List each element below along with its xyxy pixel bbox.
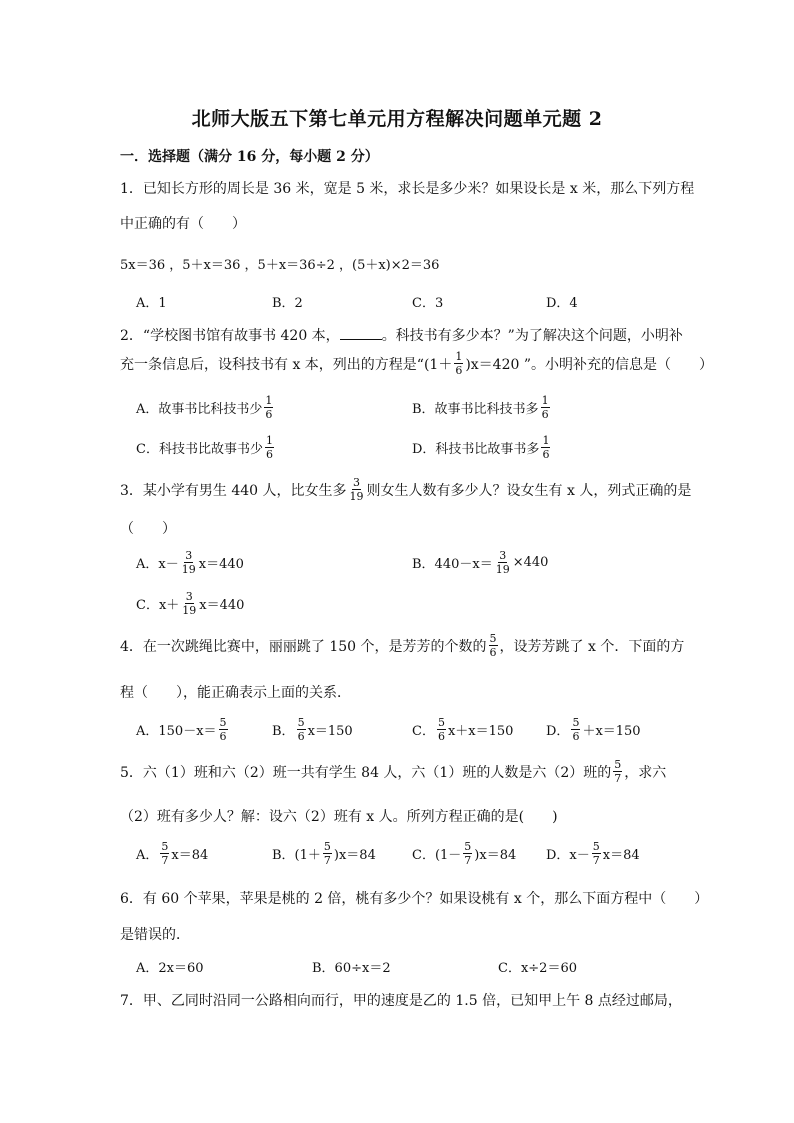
q1-option-c[interactable]: C．3 [412, 296, 444, 311]
q4-line1: 4．在一次跳绳比赛中，丽丽跳了 150 个，是芳芳的个数的 $\frac{5}{6}$ ，设芳芳跳了 x 个．下面的方 [120, 632, 685, 659]
q5-line1: 5．六（1）班和六（2）班一共有学生 84 人，六（1）班的人数是六（2）班的 $\frac{5}{7}$ ，求六 [120, 758, 667, 785]
q6-option-a[interactable]: A．2x＝60 [136, 961, 204, 976]
q2-fraction: $\frac{1}{6}$ [455, 350, 463, 377]
q2-option-a-label: A．故事书比科技书少 [136, 402, 263, 417]
q6-line2: 是错误的． [120, 927, 190, 943]
q4-fraction: $\frac{5}{6}$ [489, 632, 497, 659]
q2-blank [340, 327, 382, 340]
q1-line1: 1．已知长方形的周长是 36 米，宽是 5 米，求长是多少米？如果设长是 x 米，那么下列方程 [120, 181, 695, 197]
q7-line1: 7．甲、乙同时沿同一公路相向而行，甲的速度是乙的 1.5 倍，已知甲上午 8 点经过邮局， [120, 993, 682, 1009]
q1-line2: 中正确的有（ ） [120, 216, 246, 232]
q1-option-b[interactable]: B．2 [272, 296, 303, 311]
q2-option-c-label: C．科技书比故事书少 [136, 442, 263, 457]
q5-option-d[interactable]: D．x－ $\frac{5}{7}$ x＝84 [546, 840, 640, 867]
q6-option-c[interactable]: C．x÷2＝60 [498, 961, 577, 976]
q2-option-d-fraction: $\frac{1}{6}$ [542, 434, 550, 461]
q2-line1-end: 。科技书有多少本？”为了解决这个问题，小明补 [381, 328, 683, 344]
q4-line2: 程（ ），能正确表示上面的关系． [120, 685, 351, 701]
q5-line2: （2）班有多少人？解：设六（2）班有 x 人。所列方程正确的是( ) [120, 809, 558, 825]
q2-line2-end: )x＝420 ”。小明补充的信息是（ ） [465, 356, 714, 373]
q1-option-d[interactable]: D．4 [546, 296, 578, 311]
q5-fraction: $\frac{5}{7}$ [614, 758, 622, 785]
q3-option-b[interactable]: B．440－x＝ $\frac{3}{19}$ ×440 [412, 549, 549, 576]
q5-option-b[interactable]: B．(1＋ $\frac{5}{7}$ )x＝84 [272, 840, 376, 867]
q4-option-d[interactable]: D． $\frac{5}{6}$ ＋x＝150 [546, 716, 641, 743]
q1-equations: 5x＝36 ，5＋x＝36 ，5＋x＝36÷2 ，(5＋x)×2＝36 [120, 258, 440, 273]
q2-option-b-label: B．故事书比科技书多 [412, 402, 539, 417]
q2-line2 [120, 350, 713, 377]
q2-option-c[interactable] [136, 434, 276, 461]
q4-option-a[interactable]: A．150－x＝ $\frac{5}{6}$ [136, 716, 227, 743]
q4-option-b[interactable]: B． $\frac{5}{6}$ x＝150 [272, 716, 353, 743]
q2-line1-start: 2．“学校图书馆有故事书 420 本， [120, 328, 340, 344]
q2-line1 [120, 325, 683, 345]
q6-option-b[interactable]: B．60÷x＝2 [312, 961, 391, 976]
q2-option-d-label: D．科技书比故事书多 [412, 442, 540, 457]
q4-option-c[interactable]: C． $\frac{5}{6}$ x＋x＝150 [412, 716, 514, 743]
q5-option-a[interactable]: A． $\frac{5}{7}$ x＝84 [136, 840, 209, 867]
q2-option-d[interactable] [412, 434, 552, 461]
q5-option-c[interactable]: C．(1－ $\frac{5}{7}$ )x＝84 [412, 840, 517, 867]
q1-option-a[interactable]: A．1 [136, 296, 167, 311]
q3-line1-end: 则女生人数有多少人？设女生有 x 人，列式正确的是 [366, 482, 692, 499]
q2-option-b-fraction: $\frac{1}{6}$ [541, 394, 549, 421]
q2-option-b[interactable] [412, 394, 552, 421]
q6-line1: 6．有 60 个苹果，苹果是桃的 2 倍，桃有多少个？如果设桃有 x 个，那么下面方程中（ ） [120, 891, 709, 907]
section-heading: 一．选择题（满分 16 分，每小题 2 分） [120, 149, 379, 165]
q2-line2-start: 充一条信息后，设科技书有 x 本，列出的方程是“(1＋ [120, 356, 453, 373]
q3-fraction: $\frac{3}{19}$ [349, 476, 364, 503]
q3-option-a[interactable]: A．x－ $\frac{3}{19}$ x＝440 [136, 549, 244, 576]
q2-option-c-fraction: $\frac{1}{6}$ [265, 434, 273, 461]
q3-option-c[interactable]: C．x＋ $\frac{3}{19}$ x＝440 [136, 590, 245, 617]
page-title: 北师大版五下第七单元用方程解决问题单元题 2 [191, 108, 603, 130]
q3-line2: （ ） [120, 521, 176, 537]
q3-line1-start: 3．某小学有男生 440 人，比女生多 [120, 482, 347, 499]
q2-option-a-fraction: $\frac{1}{6}$ [265, 394, 273, 421]
q2-option-a[interactable] [136, 394, 275, 421]
q3-line1 [120, 476, 691, 503]
